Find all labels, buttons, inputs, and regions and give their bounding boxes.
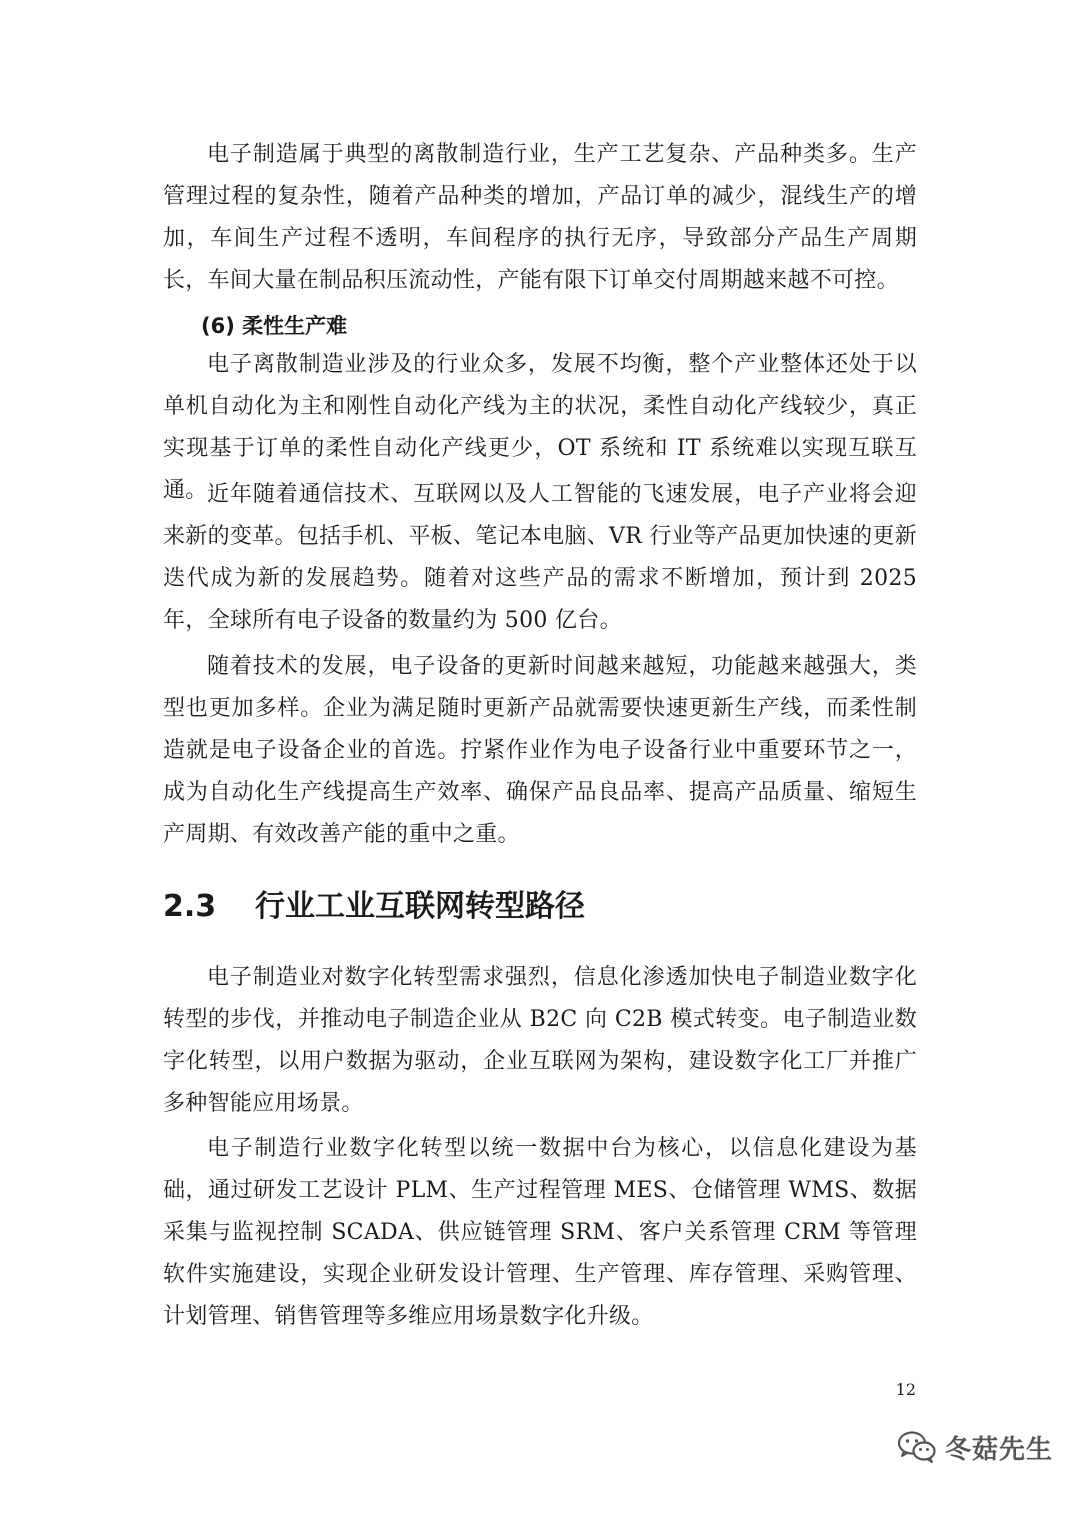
subheading-flexible-production: (6) 柔性生产难 <box>201 314 348 338</box>
page-number: 12 <box>895 1380 916 1399</box>
section-number: 2.3 <box>163 889 217 924</box>
paragraph-industry-trends: 近年随着通信技术、互联网以及人工智能的飞速发展，电子产业将会迎来新的变革。包括手机、平板、笔记本电脑、VR 行业等产品更加快速的更新迭代成为新的发展趋势。随着对这些产品的需求不断增加，预计到 2025 年，全球所有电子设备的数量约为 500 亿台。 <box>163 482 917 633</box>
paragraph-flexible-manufacturing: 随着技术的发展，电子设备的更新时间越来越短，功能越来越强大，类型也更加多样。企业为满足随时更新产品就需要快速更新生产线，而柔性制造就是电子设备企业的首选。拧紧作业作为电子设备行业中重要环节之一，成为自动化生产线提高生产效率、确保产品良品率、提高产品质量、缩短生产周期、有效改善产能的重中之重。 <box>163 654 917 847</box>
section-heading <box>163 885 585 929</box>
section-title: 行业工业互联网转型路径 <box>255 889 585 924</box>
paragraph-discrete-manufacturing: 电子离散制造业涉及的行业众多，发展不均衡，整个产业整体还处于以单机自动化为主和刚性自动化产线为主的状况，柔性自动化产线较少，真正实现基于订单的柔性自动化产线更少，OT 系统和 IT 系统难以实现互联互通。 <box>163 352 917 503</box>
paragraph-data-platform: 电子制造行业数字化转型以统一数据中台为核心，以信息化建设为基础，通过研发工艺设计 PLM、生产过程管理 MES、仓储管理 WMS、数据采集与监视控制 SCADA、供应链管理 SRM、客户关系管理 CRM 等管理软件实施建设，实现企业研发设计管理、生产管理、库存管理、采购管理、计划管理、销售管理等多维应用场景数字化升级。 <box>163 1136 917 1329</box>
paragraph-manufacturing-complexity: 电子制造属于典型的离散制造行业，生产工艺复杂、产品种类多。生产管理过程的复杂性，随着产品种类的增加，产品订单的减少，混线生产的增加，车间生产过程不透明，车间程序的执行无序，导致部分产品生产周期长，车间大量在制品积压流动性，产能有限下订单交付周期越来越不可控。 <box>163 142 917 293</box>
watermark-text: 冬菇先生 <box>945 1434 1054 1465</box>
watermark <box>897 1422 1053 1472</box>
wechat-icon <box>897 1430 937 1464</box>
paragraph-digital-transformation: 电子制造业对数字化转型需求强烈，信息化渗透加快电子制造业数字化转型的步伐，并推动电子制造企业从 B2C 向 C2B 模式转变。电子制造业数字化转型，以用户数据为驱动，企业互联网为架构，建设数字化工厂并推广多种智能应用场景。 <box>163 965 917 1116</box>
